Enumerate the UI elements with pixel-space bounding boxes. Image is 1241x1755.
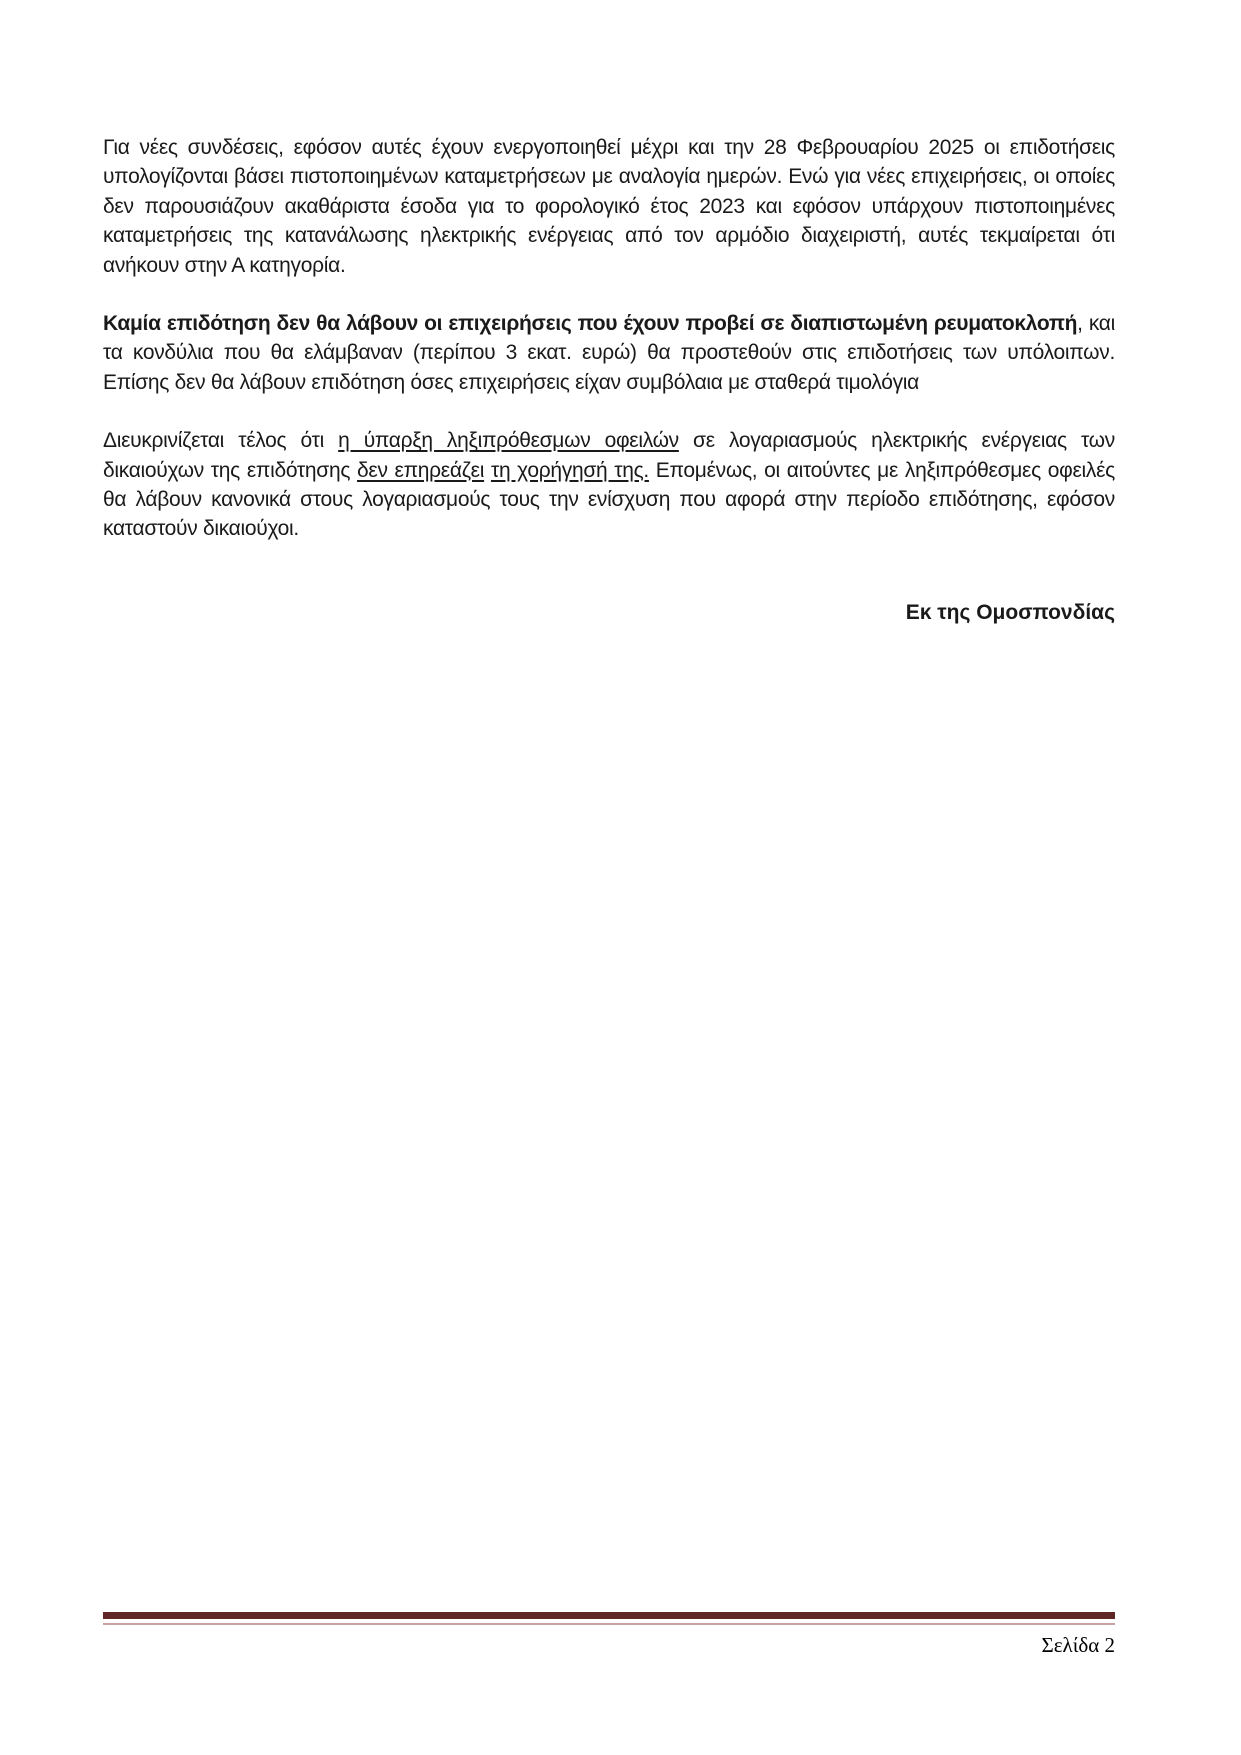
paragraph-1-text: Για νέες συνδέσεις, εφόσον αυτές έχουν ενεργοποιηθεί μέχρι και την 28 Φεβρουαρίου 2025 οι επιδοτήσεις υπολογίζονται βάσει πιστοποιημένων καταμετρήσεων με αναλογία ημερών. Ενώ για νέες επιχειρήσεις, οι οποίες δεν παρουσιάζουν ακαθάριστα έσοδα για το φορολογικό έτος 2023 και εφόσον υπάρχουν πιστοποιημένες καταμετρήσεις της κατανάλωσης ηλεκτρικής ενέργειας από τον αρμόδιο διαχειριστή, αυτές τεκμαίρεται ότι ανήκουν στην Α κατηγορία. [103,136,1115,277]
paragraph-3-underlined-phrase-1: η ύπαρξη ληξιπρόθεσμων οφειλών [338,429,679,453]
paragraph-3-mid-text: σε λογαριασμούς ηλεκτρικής ενέργειας των δικαιούχων της επιδότησης [103,429,1115,482]
paragraph-3-end-text: Επομένως, οι αιτούντες με ληξιπρόθεσμες οφειλές θα λάβουν κανονικά στους λογαριασμούς τους την ενίσχυση που αφορά στην περίοδο επιδότησης, εφόσον καταστούν δικαιούχοι. [103,458,1115,541]
page-number-label: Σελίδα 2 [1041,1633,1115,1657]
paragraph-2 [103,309,1115,397]
paragraph-1 [103,133,1115,280]
footer-rule-thick [103,1612,1115,1619]
paragraph-3-underlined-phrase-2: δεν επηρεάζει [357,458,485,482]
footer-rule-thin [103,1623,1115,1625]
signature-line: Εκ της Ομοσπονδίας [905,600,1115,624]
paragraph-3-underlined-phrase-3: τη χορήγησή της. [490,458,649,482]
paragraph-2-bold-text: Καμία επιδότηση δεν θα λάβουν οι επιχειρήσεις που έχουν προβεί σε διαπιστωμένη ρευματοκλοπή [103,312,1078,336]
paragraph-3-space [484,459,491,482]
paragraph-3 [103,426,1115,544]
document-body [103,133,1115,627]
page-footer [103,1612,1115,1658]
paragraph-3-start-text: Διευκρινίζεται τέλος ότι [103,429,339,453]
paragraph-2-rest-text: , και τα κονδύλια που θα ελάμβαναν (περίπου 3 εκατ. ευρώ) θα προστεθούν στις επιδοτήσεις των υπόλοιπων. Επίσης δεν θα λάβουν επιδότηση όσες επιχειρήσεις είχαν συμβόλαια με σταθερά τιμολόγια [103,312,1115,394]
